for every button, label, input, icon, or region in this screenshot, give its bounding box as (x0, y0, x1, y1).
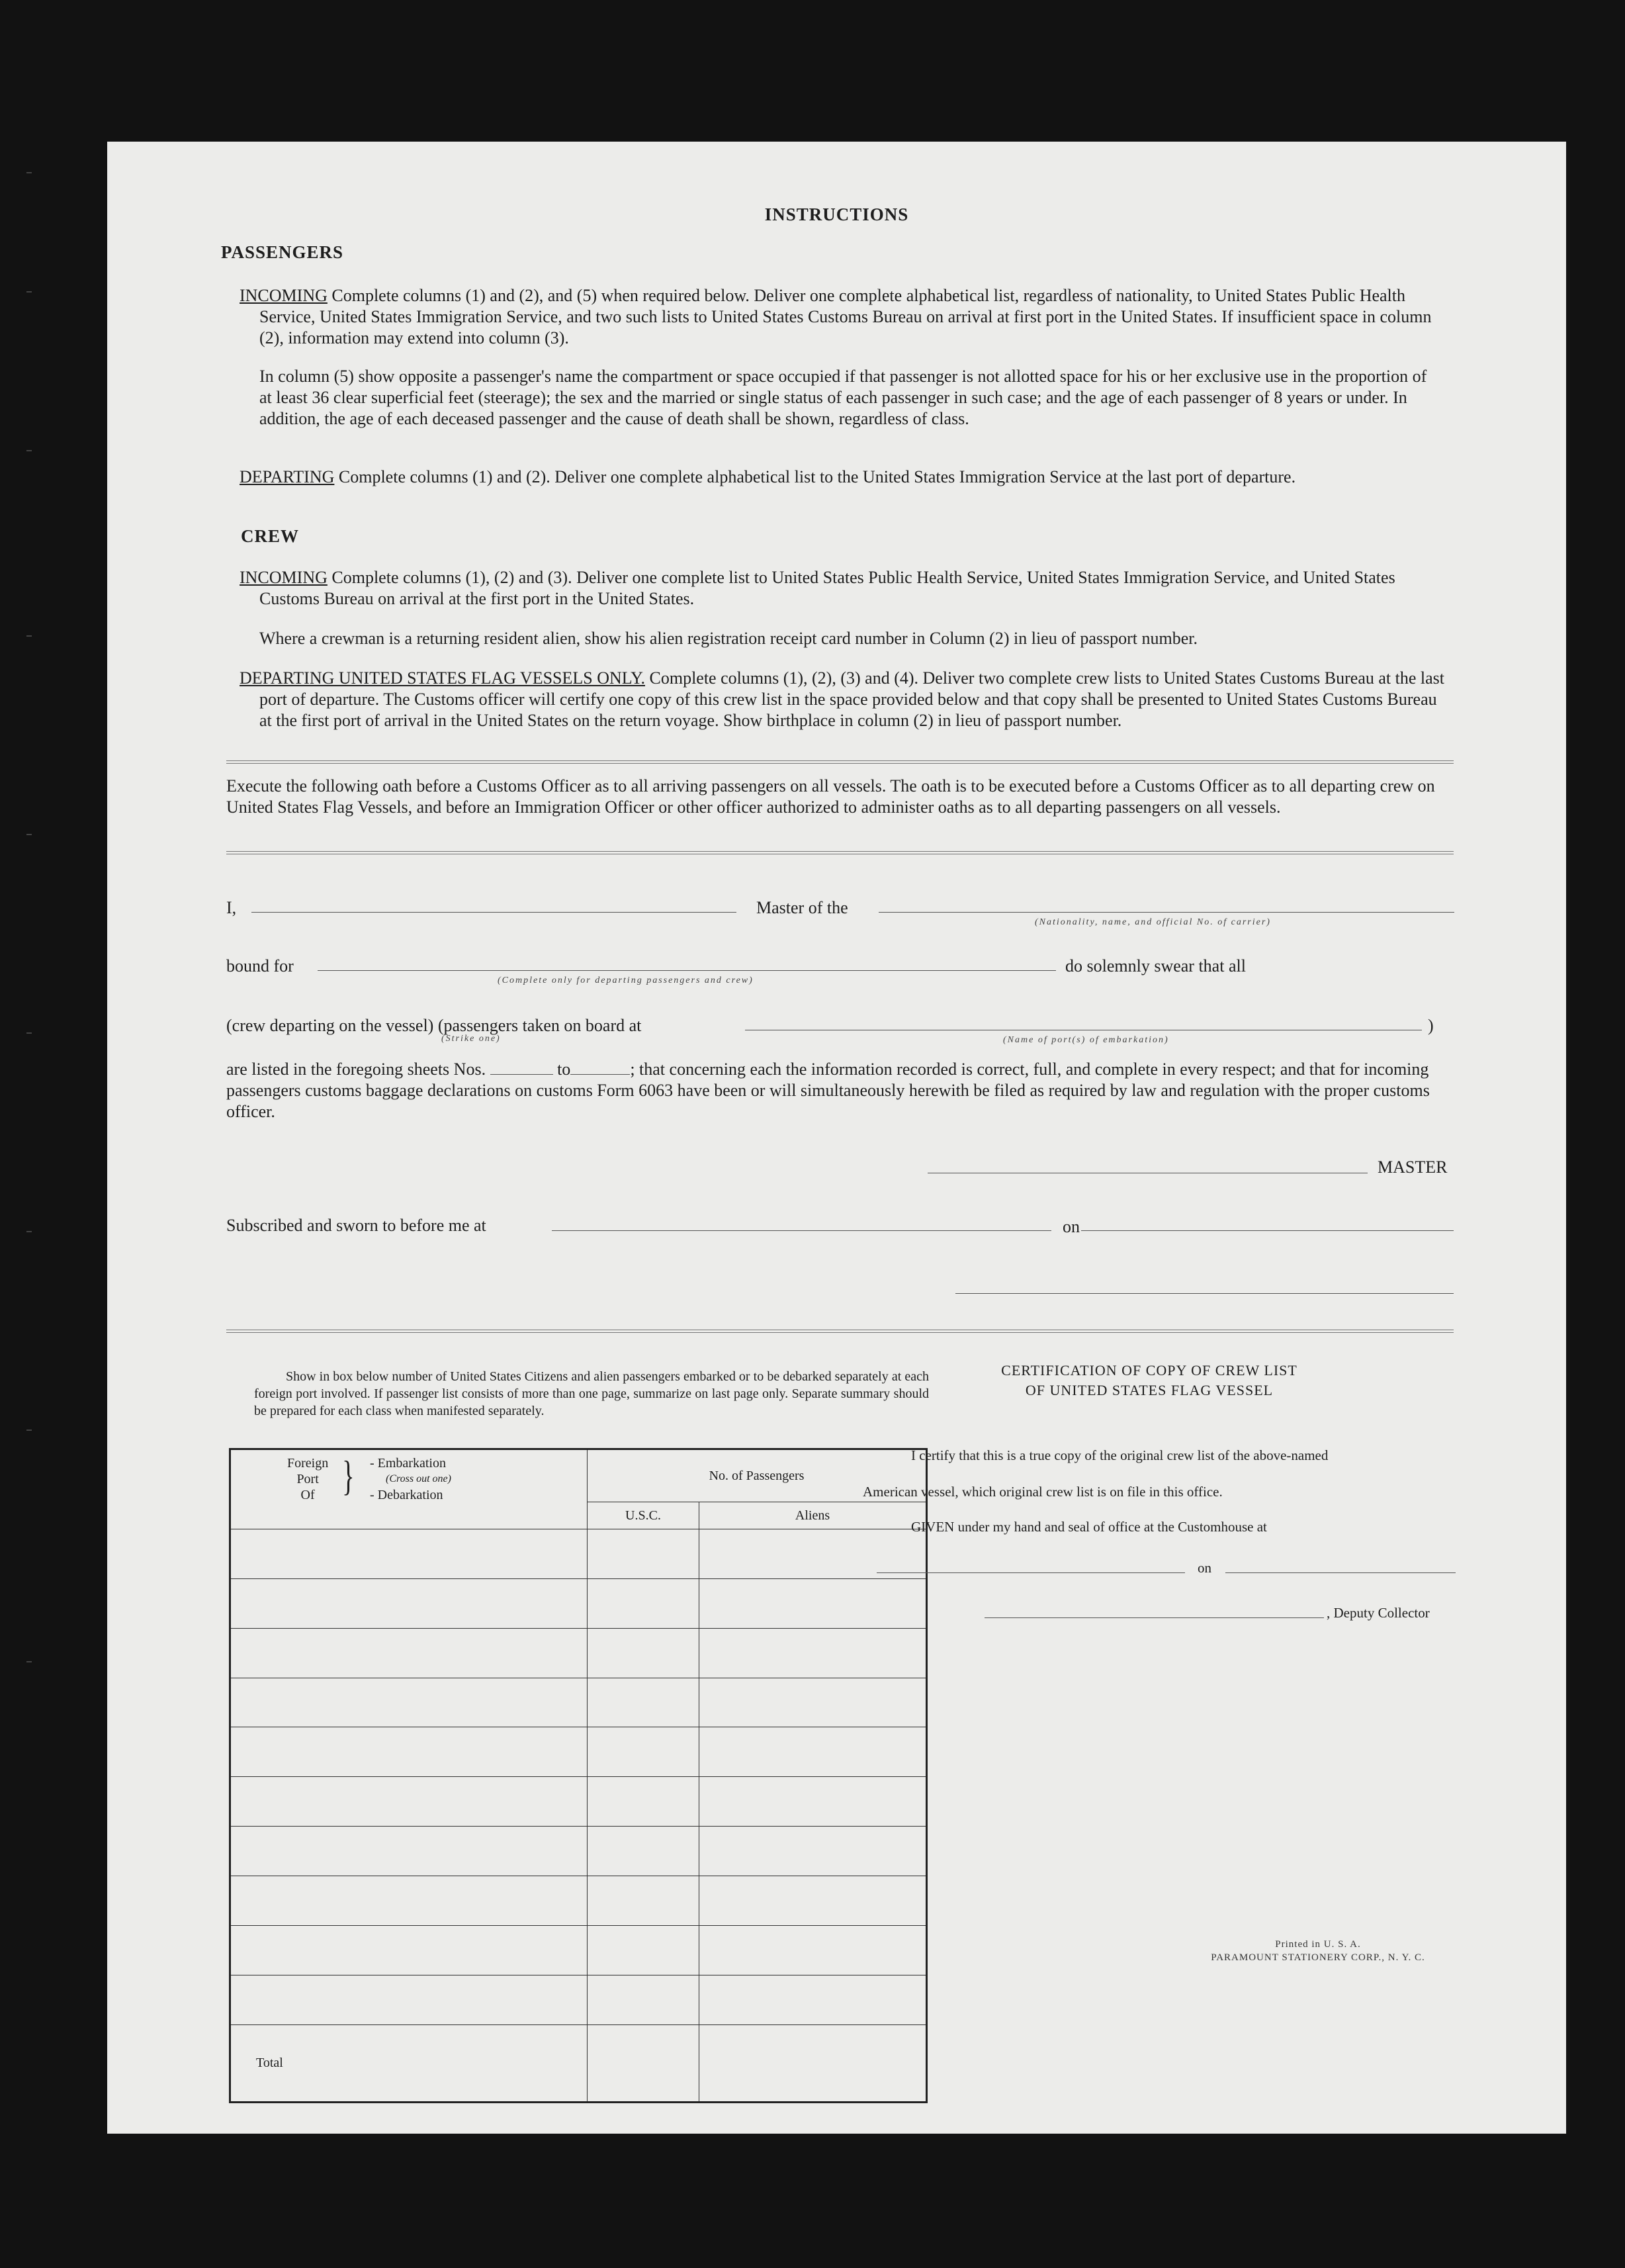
port-cell[interactable] (230, 1777, 588, 1827)
column5-paragraph: In column (5) show opposite a passenger's name the compartment or space occupied if that passenger is not allotted space for his or her exclusive use in the proportion of at least 36 clear superficial feet (steerage); the sex and the married or single status of each passenger in such case; and the age of each passenger of 8 years or under. In addition, the age of each deceased passenger and the cause of death shall be shown, regardless of class. (259, 367, 1427, 428)
table-row (230, 1678, 927, 1727)
cert-line-2: American vessel, which original crew list is on file in this office. (863, 1484, 1223, 1500)
sheet-from-field[interactable] (490, 1061, 553, 1075)
master-name-field[interactable] (251, 912, 736, 913)
aliens-cell[interactable] (699, 1628, 927, 1678)
embarkation-text: - Embarkation (370, 1456, 446, 1471)
port-cell[interactable] (230, 1727, 588, 1777)
table-row (230, 1529, 927, 1579)
aliens-cell[interactable] (699, 1975, 927, 2024)
subscribed-date-field[interactable] (1081, 1230, 1454, 1231)
crew-departing-text: Complete columns (1), (2), (3) and (4). Deliver two complete crew lists to United States Customs Bureau at the last port of departure. The Customs officer will certify one copy of this crew list in the space provided below and that copy shall be presented to United States Customs Bureau at the first port of arrival in the United States on the return voyage. Show birthplace in column (2) in lieu of passport number. (259, 668, 1445, 730)
total-label: Total (256, 2055, 283, 2070)
port-cell[interactable] (230, 1925, 588, 1975)
aliens-cell[interactable] (699, 1678, 927, 1727)
crew-departing-label-oath: (crew departing on the vessel) (passengers taken on board at (226, 1016, 642, 1035)
table-row (230, 1876, 927, 1926)
complete-only-caption: (Complete only for departing passengers and crew) (498, 975, 754, 985)
crew-resident-paragraph: Where a crewman is a returning resident alien, show his alien registration receipt card number in Column (2) in lieu of passport number. (259, 629, 1198, 648)
usc-cell[interactable] (588, 1975, 699, 2024)
port-cell[interactable] (230, 1628, 588, 1678)
subscribed-on-label: on (1063, 1217, 1080, 1236)
close-paren: ) (1428, 1016, 1434, 1035)
crew-incoming-text: Complete columns (1), (2) and (3). Deliver one complete list to United States Public Health Service, United States Immigration Service, and United States Customs Bureau on arrival at the first port in the United States. (259, 568, 1395, 608)
oath-instruction: Execute the following oath before a Customs Officer as to all arriving passengers on all vessels. The oath is to be executed before a Customs Officer as to all departing crew on United States Flag Vessels, and before an Immigration Officer or other officer authorized to administer oaths as to all departing passengers on all vessels. (226, 776, 1435, 817)
master-label: MASTER (1378, 1157, 1448, 1177)
listed-label: are listed in the foregoing sheets Nos. (226, 1060, 486, 1079)
customhouse-place-field[interactable] (877, 1572, 1185, 1573)
incoming-label: INCOMING (240, 286, 328, 305)
table-row (230, 1777, 927, 1827)
usc-cell[interactable] (588, 1827, 699, 1876)
cert-title-line-1: CERTIFICATION OF COPY OF CREW LIST (1001, 1362, 1297, 1379)
passengers-incoming-text: Complete columns (1) and (2), and (5) when required below. Deliver one complete alphabetical list, regardless of nationality, to United States Public Health Service, United States Immigration Service, and two such lists to United States Customs Bureau on arrival at first port in the United States. If insufficient space in column (2), information may extend into column (3). (259, 286, 1432, 347)
bound-for-label: bound for (226, 956, 294, 975)
usc-cell[interactable] (588, 1777, 699, 1827)
cross-out-text: (Cross out one) (386, 1473, 451, 1484)
table-row (230, 1925, 927, 1975)
cert-line-3: GIVEN under my hand and seal of office at the Customhouse at (911, 1519, 1267, 1535)
divider (226, 1330, 1454, 1333)
vessel-name-field[interactable] (879, 912, 1454, 913)
table-row (230, 1578, 927, 1628)
port-text: Port (296, 1472, 319, 1486)
aliens-cell[interactable] (699, 1925, 927, 1975)
swear-label: do solemnly swear that all (1065, 956, 1246, 975)
divider (226, 760, 1454, 764)
deputy-collector-signature-field[interactable] (985, 1617, 1324, 1618)
divider (226, 851, 1454, 854)
port-cell[interactable] (230, 1578, 588, 1628)
total-label-cell (230, 2024, 588, 2102)
brace-icon: } (342, 1452, 355, 1499)
crew-departing-label: DEPARTING UNITED STATES FLAG VESSELS ONLY. (240, 668, 645, 688)
no-passengers-header: No. of Passengers (588, 1449, 927, 1502)
usc-cell[interactable] (588, 1678, 699, 1727)
port-cell[interactable] (230, 1678, 588, 1727)
cert-line-1: I certify that this is a true copy of the original crew list of the above-named (911, 1447, 1329, 1463)
printer-line-1: Printed in U. S. A. (1275, 1939, 1361, 1950)
oath-i-label: I, (226, 898, 237, 917)
passenger-summary-table (229, 1448, 928, 2103)
listed-sheets-paragraph (226, 1059, 1454, 1122)
subscribed-place-field[interactable] (552, 1230, 1051, 1231)
cert-title (961, 1361, 1338, 1400)
crew-incoming-label: INCOMING (240, 568, 328, 587)
deputy-collector-label: , Deputy Collector (1327, 1605, 1430, 1621)
usc-cell[interactable] (588, 1529, 699, 1579)
usc-cell[interactable] (588, 1876, 699, 1926)
aliens-cell[interactable] (699, 1529, 927, 1579)
crew-heading: CREW (241, 526, 300, 546)
form-page (107, 142, 1566, 2134)
foreign-text: Foreign (287, 1456, 329, 1471)
port-header-cell (230, 1449, 588, 1529)
printer-imprint (1166, 1938, 1470, 1964)
ports-caption: (Name of port(s) of embarkation) (1003, 1035, 1169, 1045)
aliens-cell[interactable] (699, 1578, 927, 1628)
margin-marks (26, 172, 33, 1760)
total-aliens-cell[interactable] (699, 2024, 927, 2102)
usc-cell[interactable] (588, 1628, 699, 1678)
table-row (230, 1628, 927, 1678)
master-of-the-label: Master of the (756, 898, 848, 917)
nationality-caption: (Nationality, name, and official No. of carrier) (1035, 917, 1271, 927)
box-instruction: Show in box below number of United States Citizens and alien passengers embarked or to be debarked separately at each foreign port involved. If passenger list consists of more than one page, summarize on last page only. Separate summary should be prepared for each class when manifested separately. (254, 1369, 929, 1418)
foreign-port-label (287, 1455, 328, 1503)
listed-text: ; that concerning each the information recorded is correct, full, and complete in every respect; and that for incoming passengers customs baggage declarations on customs Form 6063 have been or will simultaneously herewith be filed as required by law and regulation with the proper customs officer. (226, 1060, 1430, 1121)
passengers-heading: PASSENGERS (221, 242, 344, 262)
destination-field[interactable] (318, 970, 1056, 971)
embarkation-options (370, 1455, 451, 1503)
total-row (230, 2024, 927, 2102)
usc-cell[interactable] (588, 1727, 699, 1777)
crew-departing-paragraph (240, 668, 1450, 731)
cert-on-label: on (1198, 1560, 1211, 1576)
passengers-departing-paragraph (240, 467, 1450, 488)
passengers-departing-text: Complete columns (1) and (2). Deliver one complete alphabetical list to the United States Immigration Service at the last port of departure. (334, 467, 1296, 486)
passengers-incoming-paragraph (240, 285, 1450, 349)
page-title: INSTRUCTIONS (764, 204, 909, 224)
departing-label: DEPARTING (240, 467, 335, 486)
table-row (230, 1975, 927, 2024)
customhouse-date-field[interactable] (1225, 1572, 1456, 1573)
cert-title-line-2: OF UNITED STATES FLAG VESSEL (1025, 1382, 1274, 1398)
total-usc-cell[interactable] (588, 2024, 699, 2102)
aliens-cell[interactable] (699, 1876, 927, 1926)
port-cell[interactable] (230, 1975, 588, 2024)
aliens-header: Aliens (699, 1502, 927, 1529)
port-cell[interactable] (230, 1876, 588, 1926)
aliens-cell[interactable] (699, 1827, 927, 1876)
port-cell[interactable] (230, 1827, 588, 1876)
subscribed-label: Subscribed and sworn to before me at (226, 1216, 486, 1235)
usc-header: U.S.C. (588, 1502, 699, 1529)
aliens-cell[interactable] (699, 1777, 927, 1827)
strike-one-caption: (Strike one) (441, 1034, 501, 1044)
to-label: to (557, 1060, 571, 1079)
aliens-cell[interactable] (699, 1727, 927, 1777)
table-row (230, 1827, 927, 1876)
crew-incoming-paragraph (240, 567, 1450, 610)
usc-cell[interactable] (588, 1925, 699, 1975)
sheet-to-field[interactable] (570, 1061, 630, 1075)
table-row (230, 1727, 927, 1777)
officer-signature-field[interactable] (955, 1293, 1454, 1294)
debarkation-text: - Debarkation (370, 1488, 443, 1502)
port-cell[interactable] (230, 1529, 588, 1579)
usc-cell[interactable] (588, 1578, 699, 1628)
of-text: Of (300, 1488, 315, 1502)
printer-line-2: PARAMOUNT STATIONERY CORP., N. Y. C. (1211, 1952, 1425, 1963)
